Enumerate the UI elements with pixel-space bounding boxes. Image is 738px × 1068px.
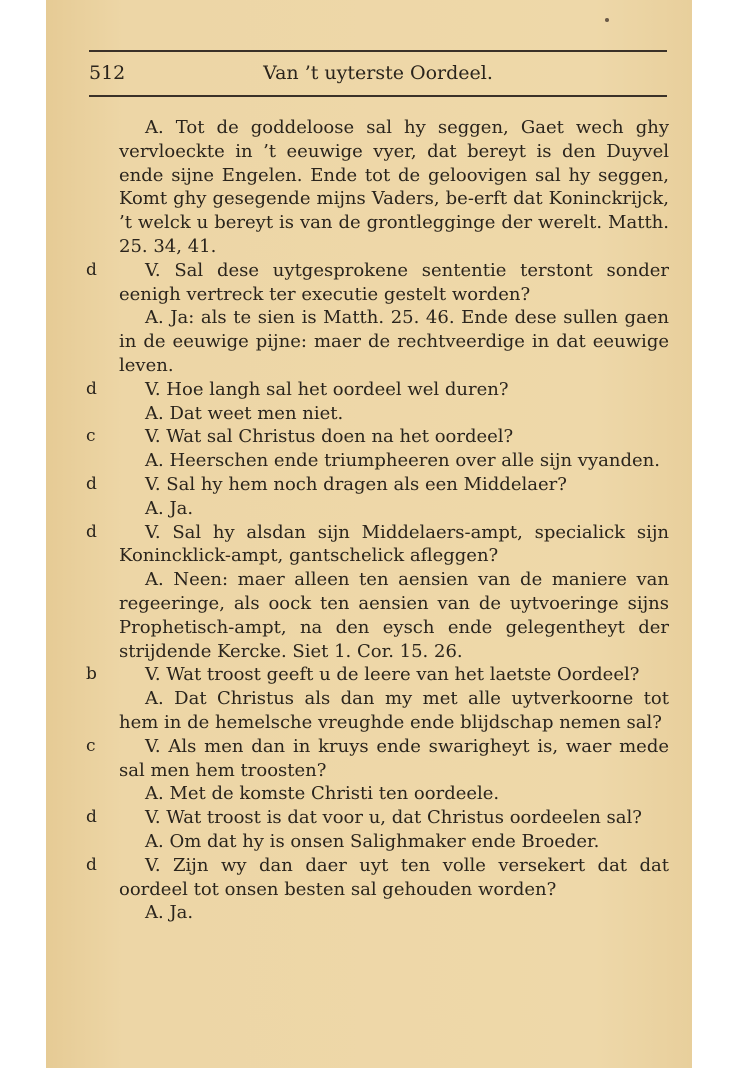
paragraph-text: V. Zijn wy dan daer uyt ten volle versekert dat dat oordeel tot onsen besten sal gehouden worden? bbox=[119, 854, 669, 900]
paragraph bbox=[119, 402, 669, 426]
paragraph bbox=[86, 425, 669, 449]
margin-marker: c bbox=[86, 426, 96, 447]
paragraph-text: V. Wat troost is dat voor u, dat Christus oordeelen sal? bbox=[145, 807, 642, 829]
running-header bbox=[89, 60, 667, 90]
paragraph-text: V. Als men dan in kruys ende swarigheyt is, waer mede sal men hem troosten? bbox=[119, 735, 669, 781]
ink-speck bbox=[605, 18, 609, 22]
paragraph bbox=[86, 663, 669, 687]
paragraph-text: V. Hoe langh sal het oordeel wel duren? bbox=[145, 378, 509, 400]
catechism-text bbox=[86, 116, 669, 925]
paragraph-text: A. Ja. bbox=[145, 902, 194, 924]
paragraph bbox=[86, 259, 669, 307]
running-title: Van ’t uyterste Oordeel. bbox=[263, 62, 493, 84]
paragraph bbox=[86, 521, 669, 569]
paragraph-text: A. Heerschen ende triumpheeren over alle sijn vyanden. bbox=[145, 450, 660, 472]
margin-marker: c bbox=[86, 735, 96, 756]
paragraph bbox=[119, 687, 669, 735]
paragraph-text: V. Sal dese uytgesprokene sententie terstont sonder eenigh vertreck ter executie gestelt worden? bbox=[119, 259, 669, 305]
paragraph-text: A. Met de komste Christi ten oordeele. bbox=[145, 783, 500, 805]
paragraph bbox=[86, 473, 669, 497]
header-top-rule bbox=[89, 50, 667, 52]
margin-marker: d bbox=[86, 259, 97, 280]
paragraph bbox=[119, 830, 669, 854]
paragraph-text: A. Neen: maer alleen ten aensien van de maniere van regeeringe, als oock ten aensien van de uytvoeringe sijns Prophetisch-ampt, na den eysch ende gelegentheyt der strijdende Kercke. Siet 1. Cor. 15. 26. bbox=[119, 569, 669, 662]
paragraph-text: A. Dat Christus als dan my met alle uytverkoorne tot hem in de hemelsche vreughde ende blijdschap nemen sal? bbox=[119, 688, 669, 733]
paragraph-text: A. Dat weet men niet. bbox=[145, 402, 344, 424]
header-bottom-rule bbox=[89, 95, 667, 97]
paragraph bbox=[86, 378, 669, 402]
margin-marker: d bbox=[86, 807, 97, 828]
paragraph bbox=[119, 782, 669, 806]
book-page bbox=[46, 0, 692, 1068]
paragraph-text: A. Ja. bbox=[145, 497, 194, 519]
paragraph bbox=[119, 497, 669, 521]
paragraph bbox=[119, 568, 669, 663]
paragraph-text: A. Ja: als te sien is Matth. 25. 46. Ende dese sullen gaen in de eeuwige pijne: maer de rechtveerdige in dat eeuwige leven. bbox=[119, 307, 669, 376]
paragraph bbox=[86, 854, 669, 902]
margin-marker: d bbox=[86, 473, 97, 494]
paragraph-text: V. Sal hy hem noch dragen als een Middelaer? bbox=[145, 473, 567, 495]
paragraph bbox=[119, 306, 669, 377]
paragraph-text: V. Wat troost geeft u de leere van het laetste Oordeel? bbox=[145, 664, 640, 686]
paragraph bbox=[86, 735, 669, 783]
paragraph-text: A. Om dat hy is onsen Salighmaker ende Broeder. bbox=[145, 830, 600, 852]
page-number: 512 bbox=[89, 62, 126, 84]
margin-marker: d bbox=[86, 521, 97, 542]
margin-marker: d bbox=[86, 854, 97, 875]
paragraph bbox=[86, 806, 669, 830]
paragraph-text: V. Wat sal Christus doen na het oordeel? bbox=[145, 426, 514, 448]
paragraph-text: A. Tot de goddeloose sal hy seggen, Gaet wech ghy vervloeckte in ’t eeuwige vyer, dat bereyt is den Duyvel ende sijne Engelen. Ende tot de geloovigen sal hy seggen, Komt ghy gesegende mijns Vaders, be-erft dat Koninckrijck, ’t welck u bereyt is van de grontlegginge der werelt. Matth. 25. 34, 41. bbox=[119, 117, 669, 257]
paragraph-text: V. Sal hy alsdan sijn Middelaers-ampt, specialick sijn Konincklick-ampt, gantschelick afleggen? bbox=[119, 521, 669, 567]
margin-marker: b bbox=[86, 664, 97, 685]
margin-marker: d bbox=[86, 378, 97, 399]
paragraph bbox=[119, 901, 669, 925]
paragraph bbox=[119, 116, 669, 259]
paragraph bbox=[119, 449, 669, 473]
